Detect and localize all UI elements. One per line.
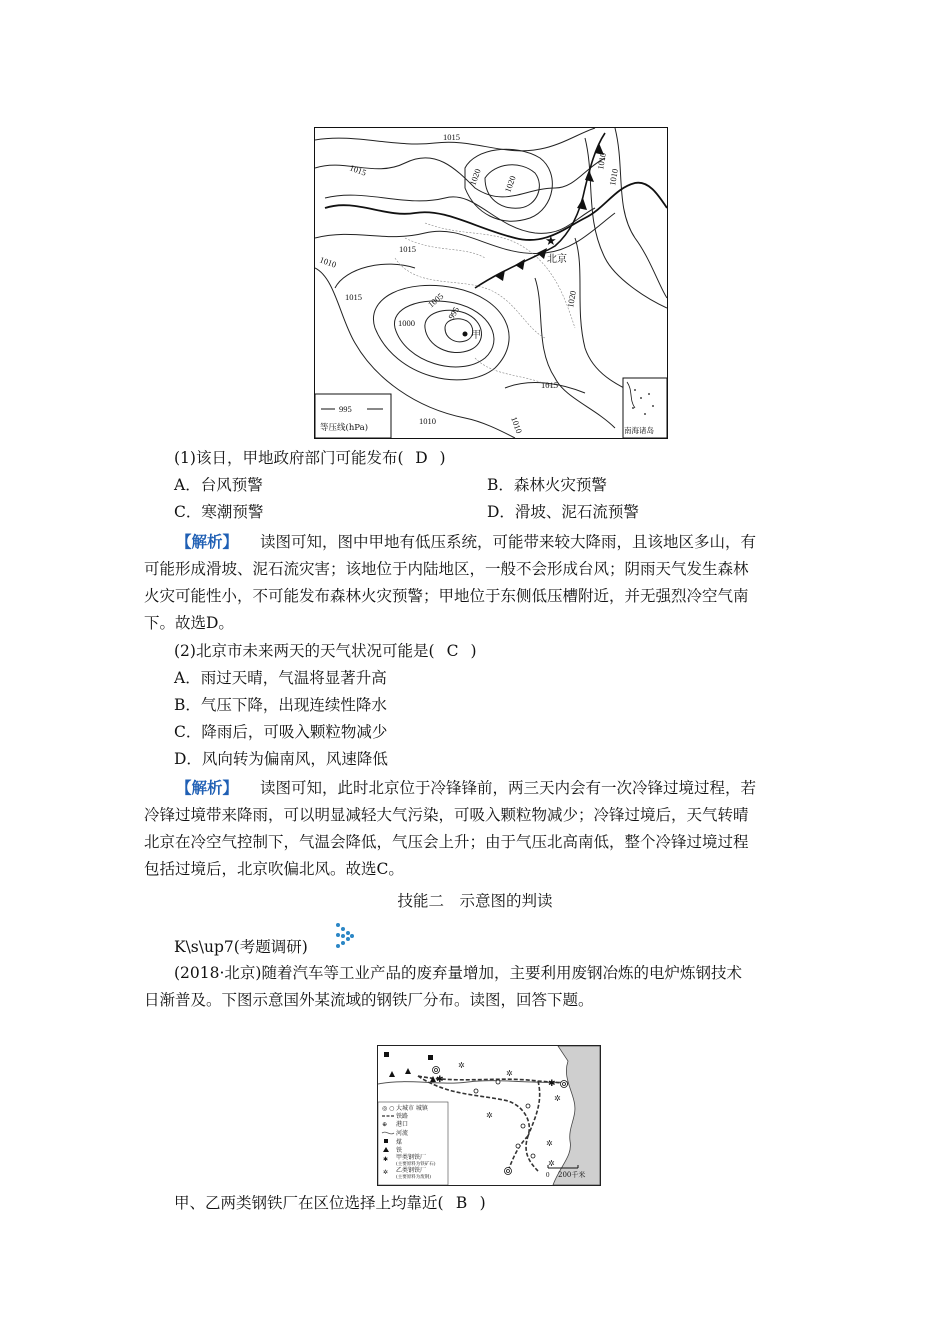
analysis-tag: 【解析】	[176, 532, 239, 551]
analysis-2-first-line	[176, 775, 756, 801]
basin-map-svg	[378, 1046, 600, 1185]
steel-a-icon: ✱	[548, 1079, 556, 1089]
legend-item: 港口	[396, 1121, 409, 1128]
analysis-2-line: 包括过境后，北京吹偏北风。故选C。	[144, 860, 404, 878]
legend-value: 995	[339, 404, 352, 414]
coal-icon	[384, 1052, 389, 1057]
isobar-label: 1005	[425, 290, 446, 310]
star-icon: ★	[545, 233, 557, 248]
stem-end: )	[439, 449, 446, 467]
legend-port-symbol: ⊕	[382, 1121, 388, 1128]
analysis-tag: 【解析】	[176, 778, 239, 797]
legend-item: 煤	[396, 1139, 403, 1146]
steel-b-icon: ✲	[458, 1061, 465, 1070]
isobar-line	[445, 319, 473, 342]
steel-b-icon: ✲	[548, 1159, 555, 1168]
steel-a-icon: ✱	[436, 1075, 444, 1085]
question-stem-text: (1)该日，甲地政府部门可能发布(	[174, 449, 404, 467]
answer-letter: D	[415, 449, 428, 467]
analysis-1-first-line	[176, 529, 756, 555]
legend-item-note: (主要原料为铁矿石)	[396, 1162, 436, 1167]
option-b: B．气压下降，出现连续性降水	[174, 696, 387, 714]
option-a: A．雨过天晴，气温将显著升高	[174, 669, 387, 687]
isobar-label: 1010	[509, 415, 525, 435]
option-d: D．风向转为偏南风，风速降低	[174, 750, 388, 768]
analysis-text: 读图可知，图中甲地有低压系统，可能带来较大降雨，且该地区多山，有	[260, 533, 757, 551]
beijing-label: 北京	[547, 254, 567, 265]
analysis-2-line: 冷锋过境带来降雨，可以明显减轻大气污染，可吸入颗粒物减少；冷锋过境后，天气转晴	[144, 806, 749, 824]
question-1-stem	[174, 445, 446, 471]
isobar-line	[615, 128, 667, 298]
legend-label: 等压线(hPa)	[320, 423, 369, 433]
steel-a-icon: ✱	[383, 1156, 389, 1163]
weather-map-figure	[314, 127, 668, 439]
jia-point-icon	[463, 332, 468, 337]
isobar-label: 1015	[345, 292, 362, 302]
scale-label: 200千米	[558, 1171, 586, 1179]
option-b: B．森林火灾预警	[487, 476, 607, 494]
option-a: A．台风预警	[174, 476, 263, 494]
legend-city-symbol: ◎ ○	[382, 1105, 395, 1112]
survey-label: K\s\up7(考题调研)	[174, 938, 308, 956]
question-stem-text: 甲、乙两类钢铁厂在区位选择上均靠近(	[174, 1194, 444, 1212]
cold-front-line	[475, 133, 605, 288]
coal-icon	[428, 1055, 433, 1060]
isobar-label: 1020	[502, 174, 518, 194]
stem-end: )	[470, 642, 477, 660]
analysis-2-line: 北京在冷空气控制下，气温会降低，气压会上升；由于气压北高南低，整个冷锋过境过程	[144, 833, 749, 851]
legend-item-note: (主要原料为废钢)	[396, 1175, 432, 1180]
boundary-line	[395, 258, 545, 338]
iron-icon	[389, 1071, 395, 1077]
isobar-label: 1000	[398, 318, 415, 328]
question-2-stem	[174, 638, 477, 664]
answer-letter: B	[455, 1194, 468, 1212]
isobar-line	[315, 158, 605, 197]
isobar-label: 995	[446, 304, 462, 321]
isobar-line	[315, 213, 615, 253]
legend-item: 甲类钢铁厂	[396, 1154, 427, 1161]
steel-b-icon: ✲	[486, 1111, 493, 1120]
legend-item: 大城市 城镇	[396, 1105, 428, 1112]
intro-line: (2018·北京)随着汽车等工业产品的废弃量增加，主要利用废钢冶炼的电炉炼钢技术	[174, 964, 742, 982]
isobar-line	[325, 195, 595, 233]
chevron-right-icon	[334, 922, 356, 948]
analysis-1-line: 可能形成滑坡、泥石流灾害；该地位于内陆地区，一般不会形成台风；阴雨天气发生森林	[144, 560, 749, 578]
map-symbols	[384, 1052, 436, 1082]
jia-label: 甲	[471, 330, 481, 341]
isobar-label: 1015	[541, 380, 558, 390]
legend-item: 乙类钢铁厂	[396, 1167, 427, 1174]
coal-icon	[384, 1139, 388, 1143]
legend-item: 铁路	[396, 1113, 409, 1120]
option-d: D．滑坡、泥石流预警	[487, 503, 639, 521]
stem-end: )	[479, 1194, 486, 1212]
section-title: 技能二 示意图的判读	[397, 892, 553, 910]
answer-letter: C	[446, 642, 459, 660]
isobar-label: 1015	[399, 244, 416, 254]
isobar-label: 1010	[318, 254, 338, 270]
isobar-label: 1020	[565, 289, 578, 309]
isobar-label: 1010	[595, 151, 608, 171]
border-line	[325, 183, 667, 240]
steel-b-icon: ✲	[554, 1094, 561, 1103]
sea-area	[553, 1046, 600, 1185]
isobar-label: 1020	[467, 167, 483, 187]
isobar-line	[575, 238, 645, 398]
isobar-label: 1015	[348, 162, 368, 178]
boundary-line	[405, 238, 485, 258]
steel-b-icon: ✲	[546, 1139, 553, 1148]
analysis-1-line: 火灾可能性小，不可能发布森林火灾预警；甲地位于东侧低压槽附近，并无强烈冷空气南	[144, 587, 749, 605]
option-c: C．降雨后，可吸入颗粒物减少	[174, 723, 388, 741]
steel-b-icon: ✲	[383, 1169, 389, 1176]
intro-line: 日渐普及。下图示意国外某流域的钢铁厂分布。读图，回答下题。	[144, 991, 594, 1009]
isobar-label: 1010	[419, 416, 436, 426]
option-c: C．寒潮预警	[174, 503, 264, 521]
inset-label: 南海诸岛	[624, 426, 654, 435]
question-3-stem	[174, 1190, 486, 1216]
isobar-label: 1010	[607, 167, 620, 187]
legend-item: 河流	[396, 1130, 409, 1137]
isobar-label: 1015	[443, 132, 460, 142]
analysis-1-line: 下。故选D。	[144, 614, 234, 632]
isobar-map-svg	[315, 128, 667, 438]
question-stem-text: (2)北京市未来两天的天气状况可能是(	[174, 642, 435, 660]
iron-icon	[405, 1068, 411, 1074]
scale-zero: 0	[546, 1171, 550, 1179]
isobar-line	[335, 264, 415, 288]
steel-b-icon: ✲	[506, 1069, 513, 1078]
basin-map-figure	[377, 1045, 601, 1186]
analysis-text: 读图可知，此时北京位于冷锋锋前，两三天内会有一次冷锋过境过程，若	[260, 779, 757, 797]
legend-item: 铁	[396, 1147, 403, 1154]
